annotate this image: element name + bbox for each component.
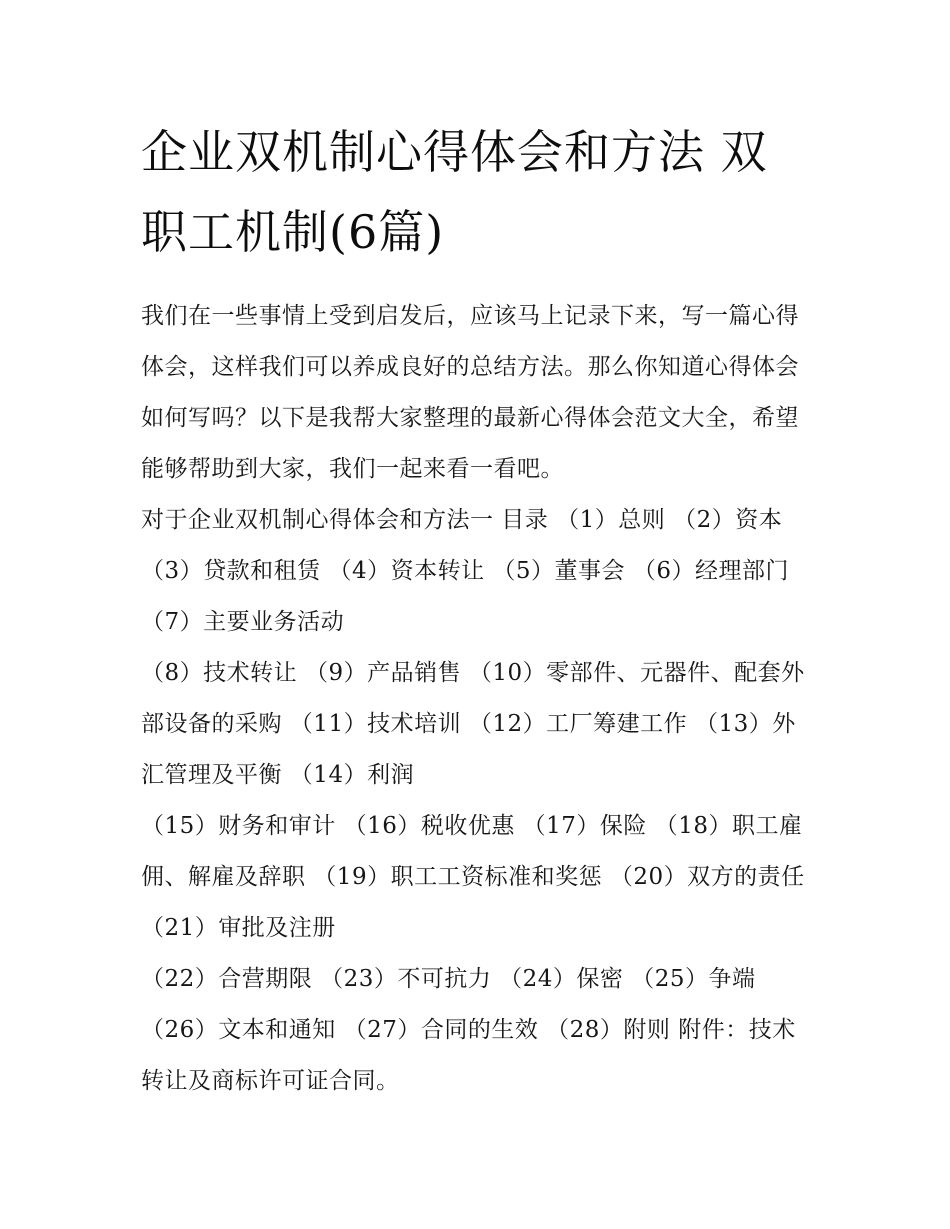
contents-paragraph-4: （22）合营期限 （23）不可抗力 （24）保密 （25）争端 bbox=[141, 966, 756, 992]
document-title: 企业双机制心得体会和方法 双职工机制(6篇) bbox=[141, 125, 768, 259]
contents-paragraph-3: （15）财务和审计 （16）税收优惠 （17）保险 （18）职工雇佣、解雇及辞职 （19）职工工资标准和奖惩 （20）双方的责任 （21）审批及注册 bbox=[141, 813, 805, 941]
contents-paragraph-5: （26）文本和通知 （27）合同的生效 （28）附则 附件：技术转让及商标许可证合同。 bbox=[141, 1017, 796, 1094]
intro-paragraph: 我们在一些事情上受到启发后，应该马上记录下来，写一篇心得体会，这样我们可以养成良好的总结方法。那么你知道心得体会如何写吗？以下是我帮大家整理的最新心得体会范文大全，希望能够帮助到大家，我们一起来看一看吧。 bbox=[141, 303, 799, 482]
contents-paragraph-2: （8）技术转让 （9）产品销售 （10）零部件、元器件、配套外部设备的采购 （11）技术培训 （12）工厂筹建工作 （13）外汇管理及平衡 （14）利润 bbox=[141, 660, 805, 788]
contents-paragraph-1: 对于企业双机制心得体会和方法一 目录 （1）总则 （2）资本 （3）贷款和租赁 （4）资本转让 （5）董事会 （6）经理部门 （7）主要业务活动 bbox=[141, 507, 789, 635]
document-body bbox=[141, 112, 813, 1107]
